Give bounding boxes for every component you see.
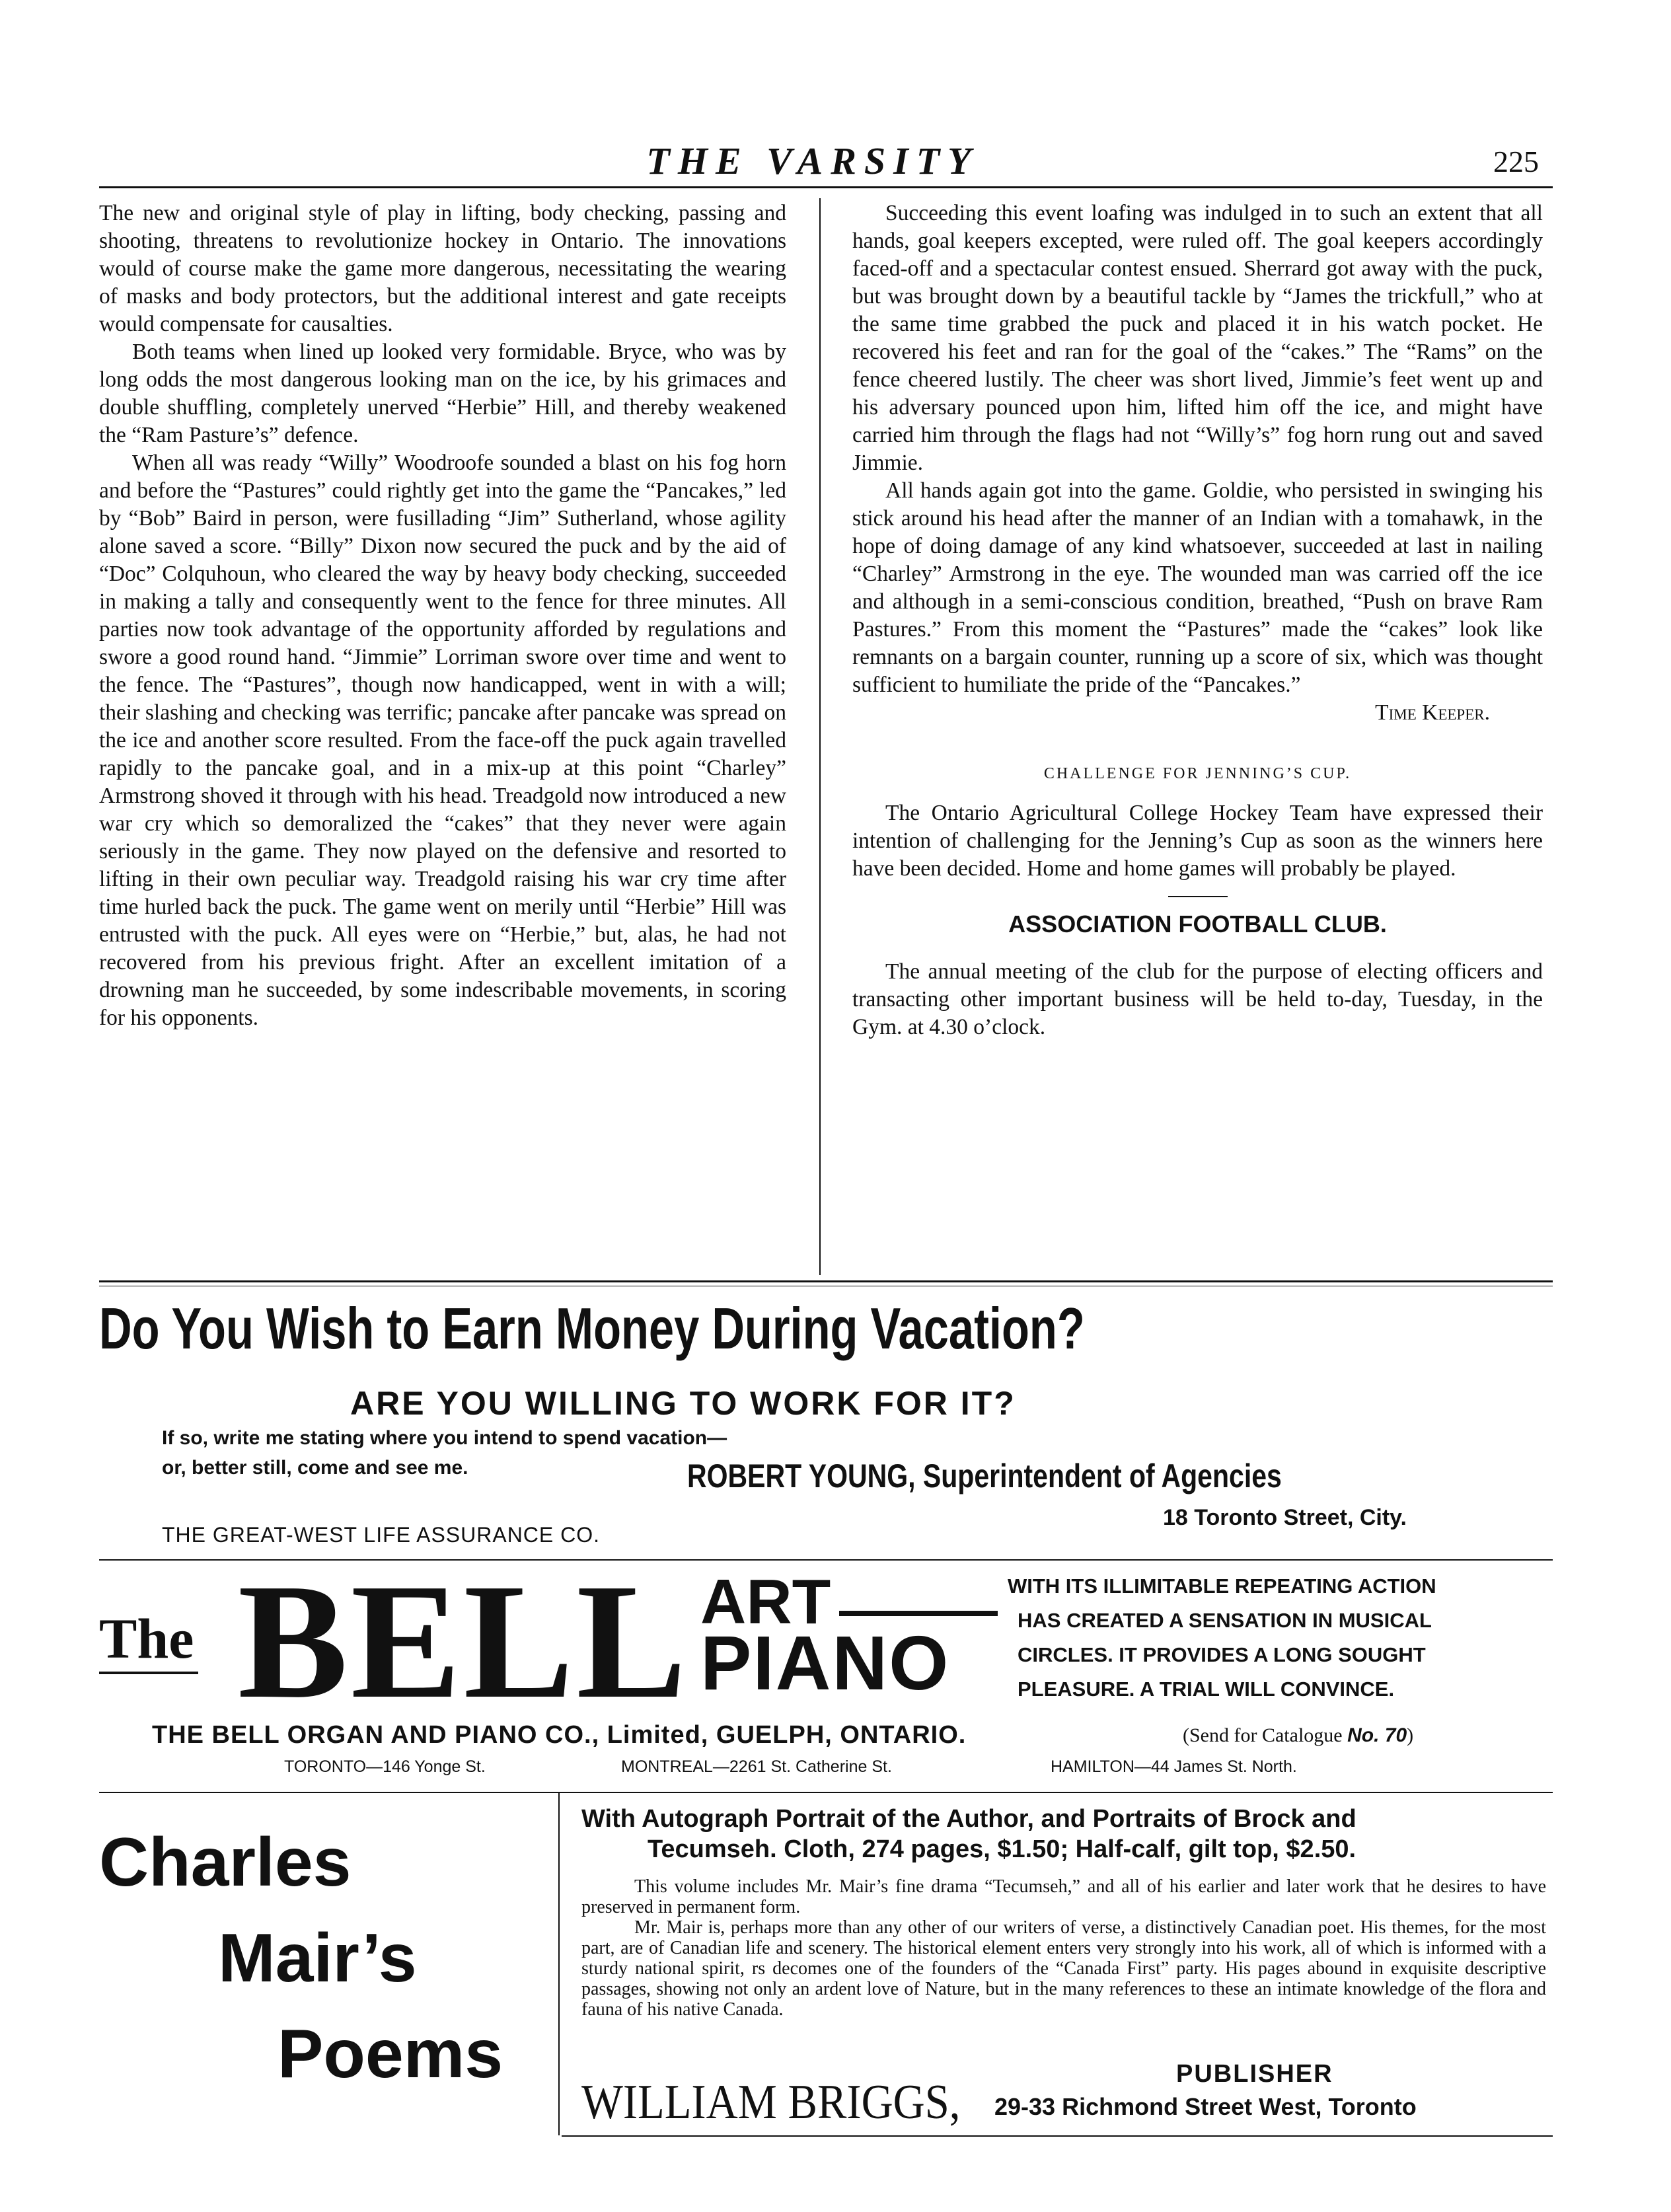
mair-ad-publisher-address: 29-33 Richmond Street West, Toronto xyxy=(994,2093,1417,2120)
mair-ad-publisher-label: PUBLISHER xyxy=(1176,2060,1333,2088)
mair-ad-headline-line: With Autograph Portrait of the Author, and Portraits of Brock and xyxy=(581,1805,1356,1833)
column-divider xyxy=(819,198,821,1275)
vacation-ad-address: 18 Toronto Street, City. xyxy=(1163,1505,1407,1530)
bell-ad-art: ART xyxy=(700,1567,831,1637)
catalogue-suffix: ) xyxy=(1407,1724,1414,1746)
challenge-heading: CHALLENGE FOR JENNING’S CUP. xyxy=(1043,765,1352,782)
mair-ad-headline-line: Tecumseh. Cloth, 274 pages, $1.50; Half-calf, gilt top, $2.50. xyxy=(648,1835,1356,1863)
article-paragraph: Succeeding this event loafing was indulged in to such an extent that all hands, goal keepers excepted, were ruled off. The goal keepers accordingly faced-off and a spectacular contest ensued. Sherrard got away with the puck, but was brought down by a beautiful tackle by “James the trickfull,” who at the same time grabbed the puck and placed it in his watch pocket. He recovered his feet and ran for the goal of the “cakes.” The “Rams” on the fence cheered lustily. The cheer was short lived, Jimmie’s feet went up and his adversary pounced upon him, lifted him off the ice, and might have carried him through the flags had not “Willy’s” fog horn rung out and saved Jimmie. xyxy=(852,201,1543,475)
article-paragraph: All hands again got into the game. Goldie, who persisted in swinging his stick around his head after the manner of an Indian with a tomahawk, in the hope of doing damage of any kind whatsoever, succeeded at last in nailing “Charley” Armstrong in the eye. The wounded man was carried off the ice and although in a semi-conscious condition, breathed, “Push on brave Ram Pastures.” From this moment the “Pastures” made the “cakes” look like remnants on a bargain counter, running up a score of six, which was thought sufficient to humiliate the pride of the “Pancakes.” xyxy=(852,478,1543,697)
football-paragraph: The annual meeting of the club for the purpose of electing officers and transacting other important business will be held to-day, Tuesday, in the Gym. at 4.30 o’clock. xyxy=(852,959,1543,1039)
article-paragraph: When all was ready “Willy” Woodroofe sounded a blast on his fog horn and before the “Pastures” could rightly get into the game the “Pancakes,” led by “Bob” Baird in person, were fusillading “Jim” Sutherland, whose agility alone saved a score. “Billy” Dixon now secured the puck and by the aid of “Doc” Colquhoun, who cleared the way by heavy body checking, succeeded in making a tally and consequently went to the fence for three minutes. All parties now took advantage of the opportunity afforded by regulations and swore a good round hand. “Jimmie” Lorriman swore over time and went to the fence. The “Pastures”, though now handicapped, went in with a will; their slashing and checking was terrific; pancake after pancake was spread on the ice and another score resulted. From the face-off the puck again travelled rapidly to the pancake goal, and in a mix-up at this point “Charley” Armstrong shoved it through with his head. Treadgold now introduced a new war cry which so demoralized the “cakes” that they never were again seriously in the game. They now played on the defensive and resorted to lifting in their own peculiar way. Treadgold raising his war cry time after time hurled back the puck. The game went on merily until “Herbie” Hill was entrusted with the puck. All eyes were on “Herbie,” but, alas, he had not recovered from his previous fright. After an excellent imitation of a drowning man he succeeded, by some indescribable movements, in scoring for his opponents. xyxy=(99,451,786,1030)
mair-ad-body xyxy=(581,1876,1546,2020)
mair-ad-title-line: Poems xyxy=(278,2016,503,2092)
vacation-ad-contact: ROBERT YOUNG, Superintendent of Agencies xyxy=(687,1457,1282,1494)
article-signature: Time Keeper. xyxy=(1375,700,1490,725)
ads-top-rule xyxy=(99,1280,1553,1282)
mair-ad-paragraph: This volume includes Mr. Mair’s fine drama “Tecumseh,” and all of his earlier and later work that he desires to have preserved in permanent form. xyxy=(581,1876,1546,1917)
bell-ad-piano: PIANO xyxy=(700,1620,950,1706)
bell-ad-desc-line: HAS CREATED A SENSATION IN MUSICAL xyxy=(1018,1609,1432,1632)
bell-ad-desc-line: CIRCLES. IT PROVIDES A LONG SOUGHT xyxy=(1018,1643,1426,1666)
bell-ad-art-rule xyxy=(839,1611,998,1616)
mair-ad-headline xyxy=(581,1804,1546,1864)
bell-ad-logo: BELL xyxy=(238,1550,689,1733)
left-column xyxy=(99,200,786,1032)
header-rule xyxy=(99,186,1553,188)
bell-ad-underline xyxy=(99,1672,198,1674)
bell-ad-catalogue xyxy=(1183,1724,1413,1747)
page-header-title: THE VARSITY xyxy=(646,139,979,182)
football-heading: ASSOCIATION FOOTBALL CLUB. xyxy=(1008,910,1387,938)
bell-ad-the: The xyxy=(99,1607,194,1670)
mair-ad-paragraph: Mr. Mair is, perhaps more than any other of our writers of verse, a distinctively Canadian poet. His themes, for the most part, are of Canadian life and scenery. The historical element enters very strongly into his work, all of which is informed with a sturdy national spirit, rs decomes one of the founders of the “Canada First” party. His pages abound in exquisite descriptive passages, showing not only an ardent love of Nature, but in the many references to these an intimate knowledge of the flora and fauna of his native Canada. xyxy=(581,1917,1546,2020)
right-column xyxy=(852,200,1543,1041)
mair-ad-title-line: Charles xyxy=(99,1824,352,1901)
mair-ad-vertical-rule xyxy=(558,1792,560,2135)
vacation-ad-title: Do You Wish to Earn Money During Vacation? xyxy=(99,1296,1085,1361)
vacation-ad-line: If so, write me stating where you intend to spend vacation— xyxy=(162,1427,727,1449)
section-divider xyxy=(1168,896,1228,897)
catalogue-prefix: (Send for Catalogue xyxy=(1183,1724,1343,1746)
bell-ad-branch: HAMILTON—44 James St. North. xyxy=(1051,1757,1297,1776)
bell-ad-desc-line: WITH ITS ILLIMITABLE REPEATING ACTION xyxy=(1008,1574,1436,1598)
article-paragraph: The new and original style of play in lifting, body checking, passing and shooting, threatens to revolutionize hockey in Ontario. The innovations would of course make the game more dangerous, necessitating the wearing of masks and body protectors, but the additional interest and gate receipts would compensate for causalties. xyxy=(99,201,786,336)
article-paragraph: Both teams when lined up looked very formidable. Bryce, who was by long odds the most dangerous looking man on the ice, by his grimaces and double shuffling, completely unerved “Herbie” Hill, and thereby weakened the “Ram Pasture’s” defence. xyxy=(99,340,786,447)
vacation-ad-company: THE GREAT-WEST LIFE ASSURANCE CO. xyxy=(162,1523,601,1547)
bell-ad-company: THE BELL ORGAN AND PIANO CO., Limited, GUELPH, ONTARIO. xyxy=(152,1721,967,1749)
ad-divider-rule xyxy=(99,1792,1553,1793)
bell-ad-desc-line: PLEASURE. A TRIAL WILL CONVINCE. xyxy=(1018,1677,1395,1701)
challenge-paragraph: The Ontario Agricultural College Hockey Team have expressed their intention of challenging for the Jenning’s Cup as soon as the winners here have been decided. Home and home games will probably be played. xyxy=(852,801,1543,881)
vacation-ad-line: or, better still, come and see me. xyxy=(162,1457,468,1479)
bottom-rule xyxy=(562,2135,1553,2137)
bell-ad-branch: MONTREAL—2261 St. Catherine St. xyxy=(621,1757,892,1776)
catalogue-number: No. 70 xyxy=(1347,1724,1407,1746)
page-number: 225 xyxy=(1493,145,1539,178)
mair-ad-publisher-name: WILLIAM BRIGGS, xyxy=(581,2075,961,2129)
vacation-ad-subtitle: ARE YOU WILLING TO WORK FOR IT? xyxy=(350,1385,1016,1422)
mair-ad-title-line: Mair’s xyxy=(218,1920,417,1997)
bell-ad-branch: TORONTO—146 Yonge St. xyxy=(284,1757,486,1776)
bell-ad-description xyxy=(1008,1569,1436,1707)
